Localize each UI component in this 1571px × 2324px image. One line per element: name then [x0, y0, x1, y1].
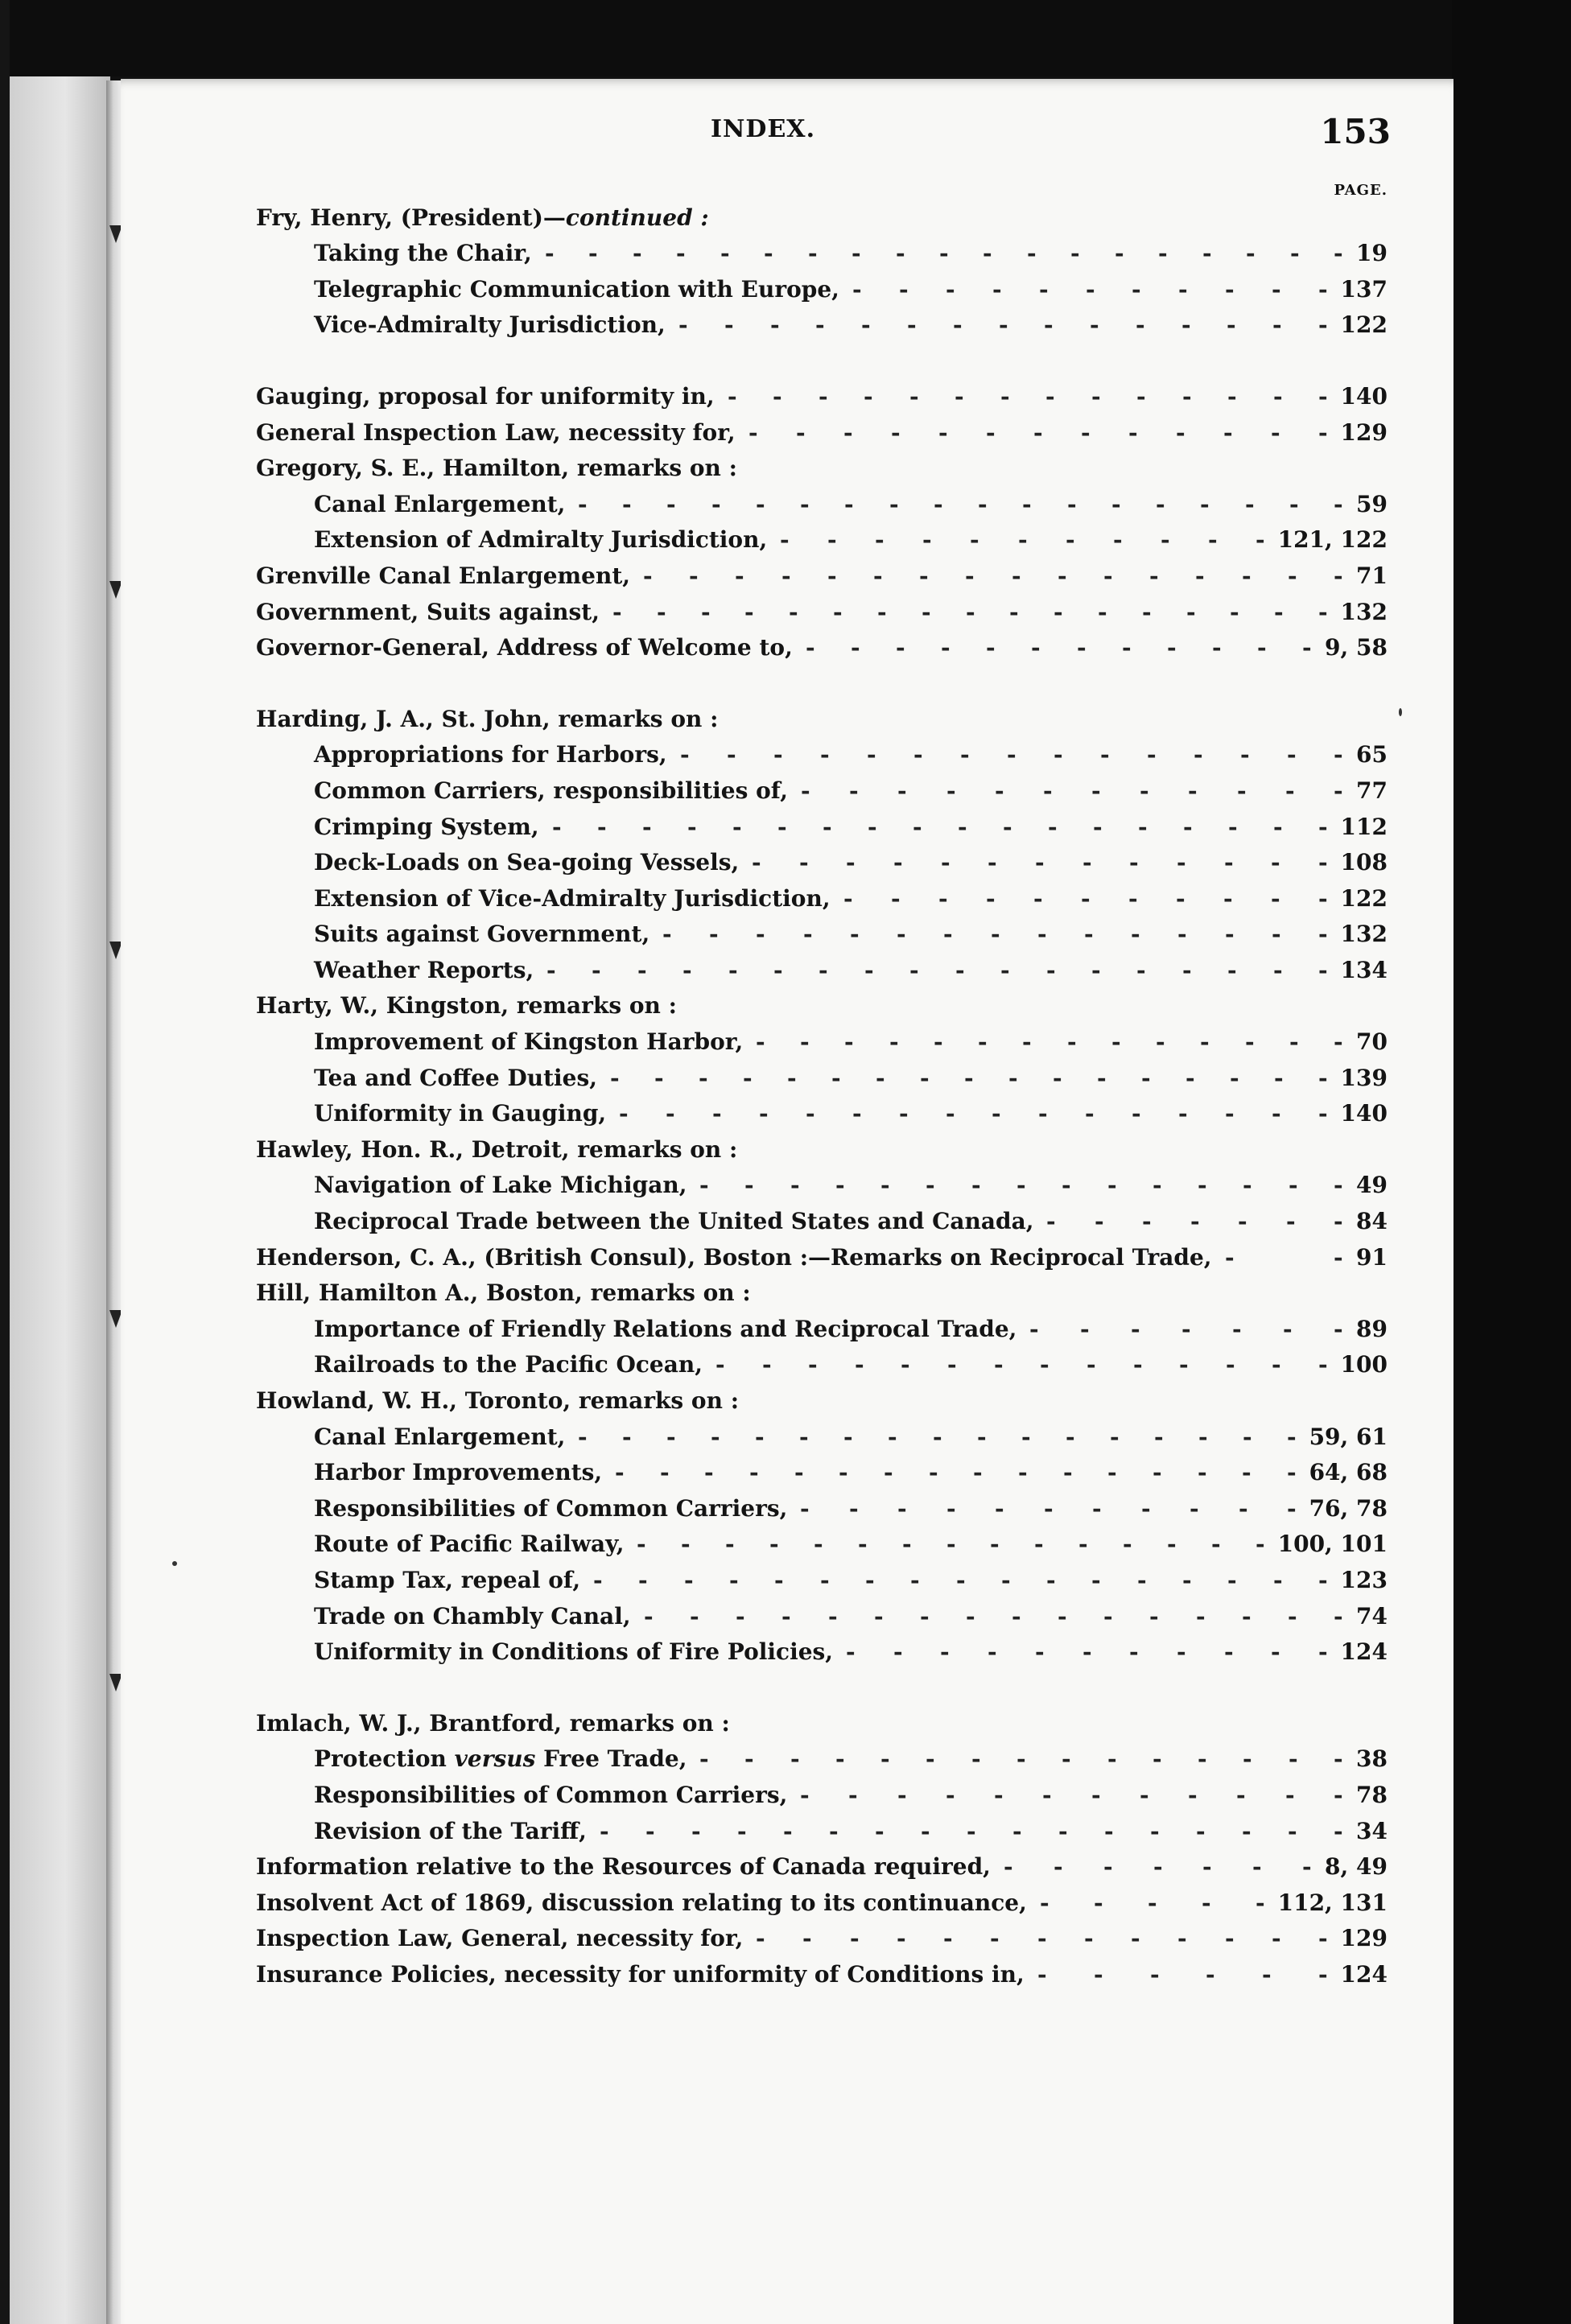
entry-page: 139: [1340, 1064, 1388, 1091]
entry-page: 108: [1340, 849, 1388, 876]
binding-thread-mark: [103, 225, 122, 246]
entry-page: 64, 68: [1309, 1459, 1388, 1486]
index-subentry: [135, 1777, 1391, 1813]
entry-text: General Inspection Law, necessity for,: [256, 418, 736, 446]
entry-page: 76, 78: [1309, 1494, 1388, 1522]
entry-page: 137: [1340, 275, 1388, 303]
index-subentry: [135, 486, 1391, 522]
dot-leaders: - - - - - - - - - - - - - - - - - -: [552, 813, 1328, 840]
dot-leaders: - - - - - - -: [1029, 1315, 1343, 1342]
entry-page: 8, 49: [1325, 1853, 1388, 1881]
dot-leaders: - - - - - - - - - - - - -: [752, 849, 1328, 876]
dot-leaders: - - - - - - - - - - - - - - - - - -: [546, 956, 1328, 983]
index-subentry: [135, 1455, 1391, 1491]
entry-text: Common Carriers, responsibilities of,: [314, 777, 788, 804]
entry-text: Imlach, W. J., Brantford, remarks on :: [256, 1709, 730, 1737]
dot-leaders: - - - - - - - - - - - - - - - - - - -: [545, 240, 1343, 267]
binding-thread-mark: [103, 581, 122, 602]
dot-leaders: - - - - - - - - - - - - - - - -: [619, 1100, 1328, 1127]
entry-text: Governor-General, Address of Welcome to,: [256, 634, 793, 661]
entry-text: Tea and Coffee Duties,: [314, 1064, 598, 1091]
index-entry: [135, 630, 1391, 666]
index-entry: [135, 451, 1391, 487]
entry-text: Telegraphic Communication with Europe,: [314, 275, 839, 303]
index-entry: [135, 701, 1391, 737]
index-entry: [135, 1705, 1391, 1741]
entry-text: Protection versus Free Trade,: [314, 1745, 687, 1773]
page-column-label: PAGE.: [1334, 182, 1388, 199]
dot-leaders: - - - - - - - - - - - - - -: [756, 1028, 1343, 1056]
entry-page: 65: [1356, 741, 1388, 768]
entry-text: Hill, Hamilton A., Boston, remarks on :: [256, 1279, 751, 1307]
index-subentry: [135, 1024, 1391, 1060]
running-head: [135, 112, 1391, 157]
entry-text: Importance of Friendly Relations and Reciprocal Trade,: [314, 1315, 1017, 1342]
index-entry: [135, 1239, 1391, 1275]
dot-leaders: - - - - - - - - - - - - -: [748, 418, 1328, 446]
entry-text: Canal Enlargement,: [314, 490, 566, 517]
index-subentry: [135, 307, 1391, 344]
entry-text: Government, Suits against,: [256, 598, 600, 625]
dot-leaders: - - - - - - - - - - - - - - - - -: [593, 1566, 1328, 1593]
entry-text: Grenville Canal Enlargement,: [256, 562, 630, 589]
dot-leaders: - - - - - - - - - - - -: [801, 777, 1343, 804]
entry-text: Harty, W., Kingston, remarks on :: [256, 992, 677, 1020]
entry-text: Crimping System,: [314, 813, 539, 840]
index-entry: [135, 414, 1391, 451]
scan-speck: [1399, 708, 1402, 716]
dot-leaders: - - - - - - - - - - -: [800, 1494, 1297, 1522]
dot-leaders: - - - - - - - - - - - - - -: [728, 382, 1328, 410]
running-title: INDEX.: [710, 115, 816, 143]
entry-text: Insurance Policies, necessity for uniformity of Conditions in,: [256, 1960, 1025, 1988]
index-entry: [135, 1849, 1391, 1885]
index-subentry: [135, 1562, 1391, 1598]
entry-page: 112, 131: [1277, 1889, 1388, 1916]
entry-text: Reciprocal Trade between the United States and Canada,: [314, 1208, 1034, 1235]
entry-text: Canal Enlargement,: [314, 1423, 566, 1450]
entry-text: Responsibilities of Common Carriers,: [314, 1494, 788, 1522]
index-subentry: [135, 1598, 1391, 1634]
entry-page: 122: [1340, 884, 1388, 912]
entry-text: Revision of the Tariff,: [314, 1817, 587, 1844]
index-subentry: [135, 1203, 1391, 1239]
entry-text: Appropriations for Harbors,: [314, 741, 667, 768]
index-subentry: [135, 809, 1391, 845]
scan-border-top: [0, 0, 1571, 76]
index-entry: [135, 988, 1391, 1024]
index-subentry: [135, 1347, 1391, 1383]
binding-thread-mark: [103, 1674, 122, 1695]
dot-leaders: - - - - -: [1040, 1889, 1265, 1916]
facing-page-edge: [10, 76, 110, 2324]
entry-text: Hawley, Hon. R., Detroit, remarks on :: [256, 1135, 738, 1163]
entry-text: Gauging, proposal for uniformity in,: [256, 382, 715, 410]
entry-page: 122: [1340, 311, 1388, 339]
index-subentry: [135, 1419, 1391, 1455]
dot-leaders: - - - - - - - - - - - - - - -: [678, 311, 1328, 339]
scan-border-left: [0, 0, 10, 2324]
dot-leaders: - - - - - - - - - - - - - - - - - -: [578, 490, 1343, 517]
index-subentry: [135, 880, 1391, 917]
dot-leaders: - -: [1225, 1243, 1343, 1271]
entry-page: 129: [1340, 418, 1388, 446]
entry-text: Improvement of Kingston Harbor,: [314, 1028, 744, 1056]
page-number: 153: [1320, 112, 1391, 151]
dot-leaders: - - - - - - - - - - -: [780, 526, 1265, 554]
index-subentry: [135, 236, 1391, 272]
entry-page: 34: [1356, 1817, 1388, 1844]
index-subentry: [135, 271, 1391, 307]
entry-page: 78: [1356, 1781, 1388, 1808]
dot-leaders: - - - - - -: [1037, 1960, 1328, 1988]
entry-page: 9, 58: [1325, 634, 1388, 661]
entry-text: Harding, J. A., St. John, remarks on :: [256, 705, 719, 732]
index-subentry: [135, 917, 1391, 953]
dot-leaders: - - - - - - - - - - - - - - - -: [615, 1459, 1297, 1486]
index-entry: [135, 1885, 1391, 1921]
entry-text: Insolvent Act of 1869, discussion relating to its continuance,: [256, 1889, 1027, 1916]
index-subentry: [135, 1741, 1391, 1778]
entry-page: 74: [1356, 1602, 1388, 1630]
index-entry: [135, 378, 1391, 414]
dot-leaders: - - - - - - - - - - - - - -: [715, 1351, 1328, 1378]
entry-page: 140: [1340, 382, 1388, 410]
entry-page: 91: [1356, 1243, 1388, 1271]
entry-text: Navigation of Lake Michigan,: [314, 1172, 687, 1199]
entry-page: 132: [1340, 921, 1388, 948]
index-entry: [135, 1382, 1391, 1419]
dot-leaders: - - - - - - - - - - -: [852, 275, 1328, 303]
index-subentry: [135, 952, 1391, 988]
index-subentry: [135, 1096, 1391, 1132]
index-subentry: [135, 1060, 1391, 1096]
entry-text: Uniformity in Gauging,: [314, 1100, 607, 1127]
entry-page: 100: [1340, 1351, 1388, 1378]
entry-text: Uniformity in Conditions of Fire Policies,: [314, 1638, 834, 1666]
entry-page: 49: [1356, 1172, 1388, 1199]
dot-leaders: - - - - - - - - - - - -: [806, 634, 1312, 661]
dot-leaders: - - - - - - - - - - - - - - - - -: [610, 1064, 1328, 1091]
dot-leaders: - - - - - - -: [1004, 1853, 1312, 1881]
index-subentry: [135, 1527, 1391, 1563]
entry-page: 19: [1356, 240, 1388, 267]
dot-leaders: - - - - - - - - - - - - - - - - -: [600, 1817, 1343, 1844]
entry-page: 124: [1340, 1638, 1388, 1666]
scan-border-right: [1452, 0, 1571, 2324]
entry-text: Howland, W. H., Toronto, remarks on :: [256, 1387, 740, 1414]
index-subentry: [135, 1168, 1391, 1204]
entry-text: Gregory, S. E., Hamilton, remarks on :: [256, 455, 737, 482]
entry-text: Railroads to the Pacific Ocean,: [314, 1351, 703, 1378]
entry-page: 132: [1340, 598, 1388, 625]
dot-leaders: - - - - - - -: [1046, 1208, 1343, 1235]
entry-text: Suits against Government,: [314, 921, 650, 948]
index-subentry: [135, 1311, 1391, 1347]
dot-leaders: - - - - - - - - - - -: [846, 1638, 1328, 1666]
entry-text: Henderson, C. A., (British Consul), Boston :—Remarks on Reciprocal Trade,: [256, 1243, 1212, 1271]
index-entry: [135, 594, 1391, 630]
index-subentry: [135, 773, 1391, 809]
index-subentry: [135, 737, 1391, 773]
dot-leaders: - - - - - - - - - - -: [843, 884, 1328, 912]
index-subentry: [135, 522, 1391, 558]
dot-leaders: - - - - - - - - - - - - - - -: [662, 921, 1328, 948]
entry-text: Vice-Admiralty Jurisdiction,: [314, 311, 666, 339]
index-entry: [135, 558, 1391, 594]
dot-leaders: - - - - - - - - - - - - - - - - -: [612, 598, 1328, 625]
index-entry: [135, 1956, 1391, 1992]
entry-page: 134: [1340, 956, 1388, 983]
index-entry: [135, 1921, 1391, 1957]
index-subentry: [135, 1634, 1391, 1671]
entry-page: 59, 61: [1309, 1423, 1388, 1450]
dot-leaders: - - - - - - - - - - - - - - -: [699, 1745, 1343, 1773]
entry-page: 71: [1356, 562, 1388, 589]
entry-page: 124: [1340, 1960, 1388, 1988]
entry-page: 70: [1356, 1028, 1388, 1056]
dot-leaders: - - - - - - - - - - - - - - - - -: [578, 1423, 1297, 1450]
entry-page: 89: [1356, 1315, 1388, 1342]
entry-page: 123: [1340, 1566, 1388, 1593]
entry-page: 129: [1340, 1925, 1388, 1952]
entry-text: Deck-Loads on Sea-going Vessels,: [314, 849, 740, 876]
entry-page: 121, 122: [1277, 526, 1388, 554]
entry-text: Stamp Tax, repeal of,: [314, 1566, 581, 1593]
entry-page: 100, 101: [1277, 1531, 1388, 1558]
index-entry: [135, 1275, 1391, 1312]
entry-text: Information relative to the Resources of Canada required,: [256, 1853, 991, 1881]
dot-leaders: - - - - - - - - - - - - - - -: [680, 741, 1343, 768]
entry-text: Route of Pacific Railway,: [314, 1531, 625, 1558]
dot-leaders: - - - - - - - - - - - - - - - -: [644, 1602, 1343, 1630]
index-subentry: [135, 1490, 1391, 1527]
dot-leaders: - - - - - - - - - - - -: [800, 1781, 1343, 1808]
entry-page: 84: [1356, 1208, 1388, 1235]
binding-thread-mark: [103, 1310, 122, 1331]
entry-text: Weather Reports,: [314, 956, 534, 983]
entry-page: 38: [1356, 1745, 1388, 1773]
entry-text: Trade on Chambly Canal,: [314, 1602, 631, 1630]
entry-page: 112: [1340, 813, 1388, 840]
entry-text: Extension of Admiralty Jurisdiction,: [314, 526, 768, 554]
index-entry: [135, 200, 1391, 236]
dot-leaders: - - - - - - - - - - - - - - -: [699, 1172, 1343, 1199]
binding-thread-mark: [103, 942, 122, 962]
entry-text: Extension of Vice-Admiralty Jurisdiction,: [314, 884, 831, 912]
entry-page: 77: [1356, 777, 1388, 804]
dot-leaders: - - - - - - - - - - - - - - - -: [643, 562, 1343, 589]
entry-text: Taking the Chair,: [314, 240, 532, 267]
index-entry: [135, 1131, 1391, 1168]
index-subentry: [135, 1813, 1391, 1849]
entry-text: Harbor Improvements,: [314, 1459, 603, 1486]
entry-text: Responsibilities of Common Carriers,: [314, 1781, 788, 1808]
index-entries: [135, 200, 1391, 1992]
dot-leaders: - - - - - - - - - - - - - - -: [637, 1531, 1265, 1558]
entry-page: 140: [1340, 1100, 1388, 1127]
entry-text: Inspection Law, General, necessity for,: [256, 1925, 744, 1952]
index-subentry: [135, 845, 1391, 881]
dot-leaders: - - - - - - - - - - - - -: [756, 1925, 1328, 1952]
entry-page: 59: [1356, 490, 1388, 517]
entry-text: Fry, Henry, (President)—continued :: [256, 204, 709, 231]
